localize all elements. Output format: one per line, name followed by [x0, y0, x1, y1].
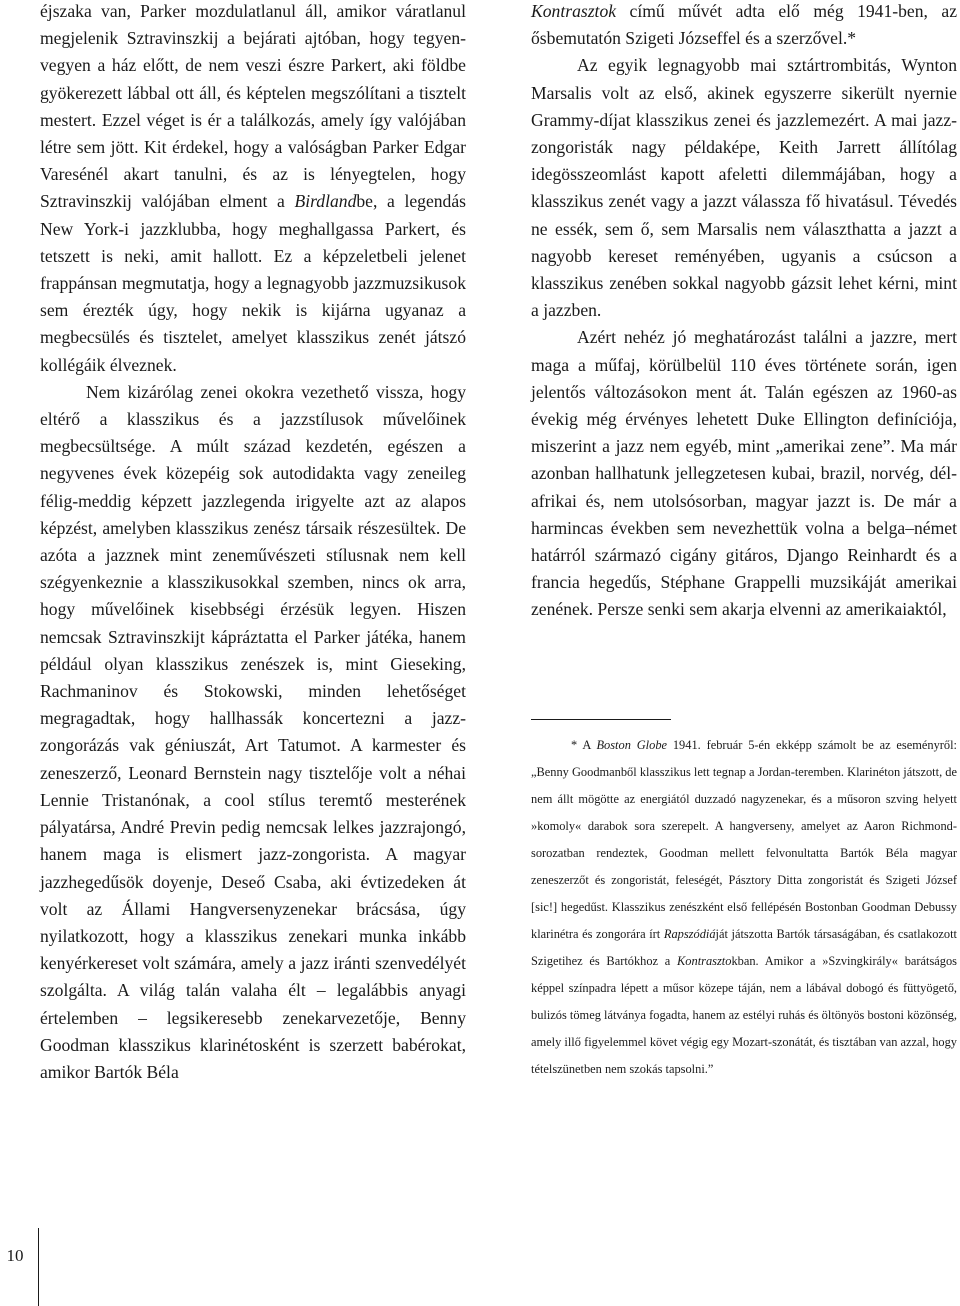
paragraph-text: című művét adta elő még 1941-ben, az ősbemutatón Szigeti Józseffel és a szerzővel.* — [531, 1, 957, 49]
footnote-segment: 1941. február 5-én ekképp számolt be az eseményről: „Benny Goodmanből klasszikus lett tegnap a Jordan-teremben. Klarinéton játszott, de nem állt mögötte az energiától duzzadó nagyzenekar, és a műsoron szving helyett »komoly« darabok sora szerepelt. A hangverseny, amelyet az Aaron Richmond-sorozatban rendeztek, Goodman mellett felvonultatta Bartók Béla magyar zeneszerzőt és zongoristát, feleségét, Pásztory Ditta zongoristát és Szigeti József [sic!] hegedűst. Klasszikus zenészként első fellépésén Bostonban Goodman Debussy klarinétra és zongorára írt — [531, 738, 957, 941]
paragraph: Az egyik legnagyobb mai sztártrombitás, Wynton Marsalis volt az első, akinek egyszerre sikerült nyernie Grammy-díjat klasszikus zenei és jazzlemezért. A mai jazz-zongoristák nagy példaképe, Keith Jarrett állítólag idegösszeomlást kapott afeletti dilemmájában, hogy a klasszikus zenét vagy a jazzt válassza fő hivatásul. Tévedés ne essék, sem ő, sem Marsalis nem választhatta a jazzt a nagyobb kereset reményében, ugyanis a csúcson a klasszikus zenében sokkal nagyobb gázsit lehet kérni, mint a jazzben. — [531, 55, 957, 321]
paragraph-text: be, a legendás New York-i jazzklubba, hogy meghallgassa Parkert, és tetszett is neki, amit hallott. Ez a képzeletbeli jelenet frappánsan megmutatja, hogy a legnagyobb jazzmuzsikusok sem érezték úgy, hogy nekik is kijárna ugyanaz a megbecsülés és tisztelet, amelyet klasszikus zenét játszó kollégáik élveznek. — [40, 191, 467, 375]
footnote-text — [531, 732, 957, 1083]
footnote — [531, 732, 957, 1083]
footnote-marker: * A — [571, 738, 597, 752]
paragraph — [40, 0, 466, 379]
page-number-rule — [38, 1228, 39, 1306]
paragraph-text: éjszaka van, Parker mozdulatlanul áll, amikor váratlanul megjelenik Sztravinszkij a bejárati ajtóban, hogy tegyen-vegyen a ház előtt, de nem veszi észre Parkert, aki földbe gyökerezett lábbal ott áll, és képtelen megszólítani a tisztelt mestert. Ezzel véget is ér a találkozás, amely így valójában létre sem jött. Kit érdekel, hogy a valóságban Parker Edgar Varesénél akart tanulni, és az is lényegtelen, hogy Sztravinszkij valójában elment a — [40, 1, 466, 212]
paragraph: Azért nehéz jó meghatározást találni a jazzre, mert maga a műfaj, körülbelül 110 éves története során, igen jelentős változásokon ment át. Talán egészen az 1960-as évekig még érvényes lehetett Duke Ellington definíciója, miszerint a jazz nem egyéb, mint „amerikai zene”. Ma már azonban hallhatunk jellegzetesen kubai, brazil, norvég, dél-afrikai és, nem utolsósorban, magyar jazzt is. De már a harmincas években sem nevezhettük volna a belga–német határról származó cigány gitáros, Django Reinhardt és a francia hegedűs, Stéphane Grappelli muzsikáját amerikai zenének. Persze senki sem akarja elvenni az amerikaiaktól, — [531, 327, 957, 620]
left-text-column — [40, 0, 466, 1086]
italic-newspaper-name: Boston Globe — [596, 738, 668, 752]
italic-work-title: Rapszódiá — [663, 927, 716, 941]
footnote-segment: ját játszotta Bartók társaságában, és csatlakozott Szigetihez és Bartókhoz a — [531, 927, 957, 968]
paragraph: Nem kizárólag zenei okokra vezethető vissza, hogy eltérő a klasszikus és a jazzstílusok művelőinek megbecsültsége. A múlt század kezdetén, egészen a negyvenes évek közepéig sok autodidakta vagy zeneileg félig-meddig képzett jazzlegenda irigyelte azt az alapos képzést, amelyben klasszikus zenész társaik részesültek. De azóta a jazznek mint zeneművészeti stílusnak nem kell szégyenkeznie a klasszikusokkal szemben, nincs ok arra, hogy művelőinek kisebbségi érzésük legyen. Hiszen nemcsak Sztravinszkijt kápráztatta el Parker játéka, hanem például olyan klasszikus zenészek is, mint Gieseking, Rachmaninov és Stokowski, minden lehetőséget megragadtak, hogy hallhassák koncertezni a jazz-zongorázás vak géniuszát, Art Tatumot. A karmester és zeneszerző, Leonard Bernstein nagy tisztelője volt a néhai Lennie Tristanónak, a cool stílus teremtő mesterének pályatársa, André Previn pedig nemcsak lelkes jazzrajongó, hanem maga is elismert jazz-zongorista. A magyar jazzhegedűsök doyenje, Deseő Csaba, aki évtizedeken át volt az Állami Hangversenyzenekar brácsása, úgy nyilatkozott, hogy a klasszikus zenekari munka inkább kenyérkereset volt számára, amely a jazz iránti szenvedélyét szolgálta. A világ talán valaha élt – legalábbis anyagi értelemben – legsikeresebb zenekarvezetője, Benny Goodman klasszikus klarinétosként is szerzett babérokat, amikor Bartók Béla — [40, 381, 466, 1082]
italic-work-title: Kontraszto — [677, 954, 732, 968]
italic-venue-name: Birdland — [294, 191, 357, 212]
paragraph — [531, 0, 957, 52]
italic-work-title: Kontrasztok — [531, 1, 617, 21]
page-number: 10 — [6, 1246, 24, 1265]
footnote-divider — [531, 719, 671, 720]
right-text-column — [531, 0, 957, 624]
footnote-segment: kban. Amikor a »Szvingkirály« barátságos képpel színpadra lépett a műsor közepe táján, nem a lábával dobogó és füttyögető, bulizós tömeg látványa fogadta, hanem az estélyi ruhás és öltönyös bostoni közönség, amely illő figyelemmel követ végig egy Mozart-szonátát, és tisztában van azzal, hogy tételszünetben nem szokás tapsolni.” — [531, 954, 957, 1076]
